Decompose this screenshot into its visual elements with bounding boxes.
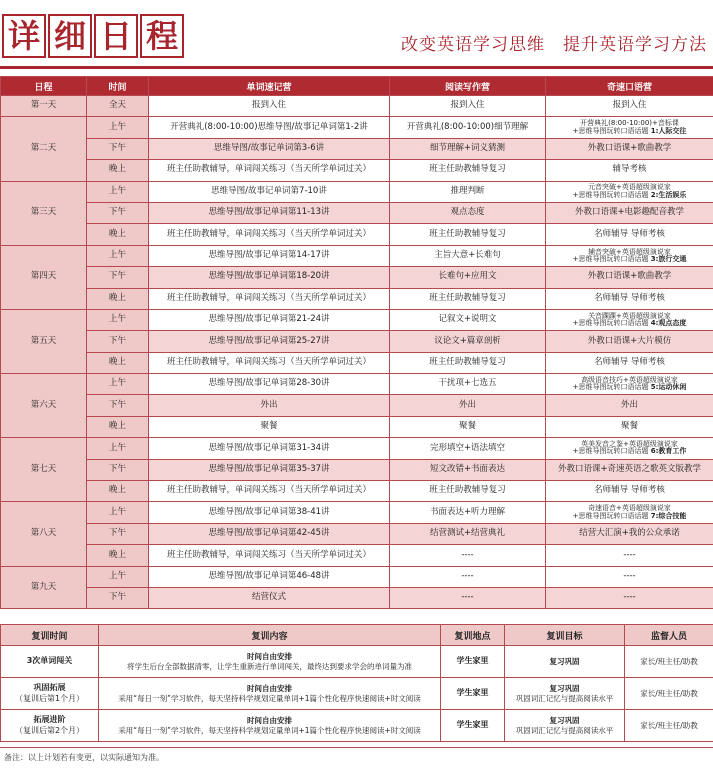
title-char: 细 — [48, 14, 92, 58]
table-row — [1, 160, 713, 181]
time-cell: 晚上 — [87, 481, 149, 502]
review-content-text: 采用“每日一刻”学习软件，每天坚持科学规划定量单词+1篇个性化程序快速阅读+时文阅读 — [118, 725, 421, 735]
words-cell: 开营典礼(8:00-10:00)思维导图/故事记单词第1-2讲 — [149, 117, 390, 138]
oral-cell: 名师辅导 导师考核 — [546, 288, 713, 309]
table-row — [1, 267, 713, 288]
words-cell: 思维导图/故事记单词第3-6讲 — [149, 138, 390, 159]
words-cell: 思维导图/故事记单词第46-48讲 — [149, 566, 390, 587]
table-row — [1, 374, 713, 395]
oral-cell — [546, 245, 713, 266]
time-cell: 上午 — [87, 245, 149, 266]
header-cell: 复训时间 — [1, 625, 99, 646]
review-place-cell: 学生家里 — [441, 646, 505, 678]
reading-cell: 记叙文+说明文 — [390, 309, 546, 330]
words-cell: 思维导图/故事记单词第28-30讲 — [149, 374, 390, 395]
reading-cell: 议论文+篇章剖析 — [390, 331, 546, 352]
day-cell: 第四天 — [1, 245, 87, 309]
reading-cell: 书面表达+听力理解 — [390, 502, 546, 523]
table-row — [1, 646, 713, 678]
reading-cell: 完形填空+语法填空 — [390, 438, 546, 459]
header-cell: 单词速记营 — [149, 77, 390, 96]
table-row — [1, 96, 713, 117]
time-cell: 下午 — [87, 331, 149, 352]
oral-cell: 辅导考核 — [546, 160, 713, 181]
review-supervisor-cell: 家长/班主任/助教 — [625, 710, 713, 742]
header-cell: 复训地点 — [441, 625, 505, 646]
review-time-cell — [1, 646, 99, 678]
time-cell: 晚上 — [87, 224, 149, 245]
review-place-cell: 学生家里 — [441, 678, 505, 710]
oral-topic: 3:旅行交通 — [650, 254, 687, 263]
table-row — [1, 587, 713, 608]
words-cell: 思维导图/故事记单词第42-45讲 — [149, 523, 390, 544]
reading-cell: ---- — [390, 566, 546, 587]
reading-cell: 细节理解+词义猜测 — [390, 138, 546, 159]
oral-topic: 1:人际交往 — [650, 126, 687, 135]
header-cell: 监督人员 — [625, 625, 713, 646]
review-content-title: 时间自由安排 — [247, 683, 292, 693]
header-cell: 阅读写作营 — [390, 77, 546, 96]
reading-cell: 班主任助教辅导复习 — [390, 288, 546, 309]
time-cell: 上午 — [87, 181, 149, 202]
time-cell: 下午 — [87, 202, 149, 223]
oral-cell: 外教口语课+大片模仿 — [546, 331, 713, 352]
oral-cell: 外教口语课+歌曲教学 — [546, 267, 713, 288]
day-cell: 第五天 — [1, 309, 87, 373]
table-row — [1, 309, 713, 330]
oral-line: +思维导图玩转口语话题 — [572, 383, 649, 392]
review-goal-cell — [505, 646, 625, 678]
reading-cell: ---- — [390, 587, 546, 608]
oral-line: 高级语音技巧+英语超级演说家 — [581, 375, 678, 384]
review-content-title: 时间自由安排 — [247, 715, 292, 725]
table-row — [1, 566, 713, 587]
reading-cell: 短文改错+书面表达 — [390, 459, 546, 480]
header-cell: 日程 — [1, 77, 87, 96]
time-cell: 晚上 — [87, 352, 149, 373]
header-cell: 复训内容 — [99, 625, 441, 646]
words-cell: 聚餐 — [149, 416, 390, 437]
reading-cell: 班主任助教辅导复习 — [390, 160, 546, 181]
table-row — [1, 245, 713, 266]
words-cell: 班主任助教辅导，单词闯关练习（当天所学单词过关） — [149, 224, 390, 245]
oral-topic: 6:教育工作 — [650, 447, 687, 456]
review-time-cell — [1, 678, 99, 710]
review-goal-cell — [505, 710, 625, 742]
reading-cell: 长难句+应用文 — [390, 267, 546, 288]
oral-line: +思维导图玩转口语话题 — [572, 190, 649, 199]
oral-topic: 4:观点态度 — [650, 319, 687, 328]
review-goal-cell — [505, 678, 625, 710]
words-cell: 班主任助教辅导，单词闯关练习（当天所学单词过关） — [149, 545, 390, 566]
time-cell: 晚上 — [87, 416, 149, 437]
footnote: 备注：以上计划若有变更，以实际通知为准。 — [4, 753, 164, 762]
oral-cell — [546, 309, 713, 330]
table-row — [1, 438, 713, 459]
day-cell: 第九天 — [1, 566, 87, 609]
words-cell: 班主任助教辅导，单词闯关练习（当天所学单词过关） — [149, 288, 390, 309]
review-goal: 复习巩固 — [549, 683, 580, 693]
divider — [0, 747, 713, 748]
review-label: 3次单词闯关 — [26, 656, 73, 666]
oral-line: 英美发音之鉴+英语超级演说家 — [581, 440, 678, 449]
time-cell: 上午 — [87, 117, 149, 138]
reading-cell: 结营测试+结营典礼 — [390, 523, 546, 544]
schedule-table — [0, 76, 713, 609]
oral-line: +思维导图玩转口语话题 — [572, 447, 649, 456]
day-cell: 第二天 — [1, 117, 87, 181]
reading-cell: 观点态度 — [390, 202, 546, 223]
review-content-cell — [99, 710, 441, 742]
time-cell: 下午 — [87, 459, 149, 480]
title-char: 程 — [140, 14, 184, 58]
oral-line: 关音踝踝+英语超级演说家 — [588, 311, 671, 320]
words-cell: 思维导图/故事记单词第35-37讲 — [149, 459, 390, 480]
table-row — [1, 459, 713, 480]
words-cell: 报到入住 — [149, 96, 390, 117]
time-cell: 晚上 — [87, 288, 149, 309]
time-cell: 晚上 — [87, 545, 149, 566]
review-content-cell — [99, 646, 441, 678]
table-row — [1, 331, 713, 352]
table-row — [1, 481, 713, 502]
table-row — [1, 545, 713, 566]
review-content-text: 采用“每日一刻”学习软件，每天坚持科学规划定量单词+1篇个性化程序快速阅读+时文阅读 — [118, 693, 421, 703]
oral-cell: 外教口语课+歌曲教学 — [546, 138, 713, 159]
reading-cell: 外出 — [390, 395, 546, 416]
table-row — [1, 678, 713, 710]
divider — [0, 66, 713, 69]
time-cell: 上午 — [87, 374, 149, 395]
reading-cell: 推理判断 — [390, 181, 546, 202]
review-table — [0, 624, 713, 742]
schedule-header-row — [1, 77, 713, 96]
words-cell: 班主任助教辅导，单词闯关练习（当天所学单词过关） — [149, 481, 390, 502]
oral-cell: 结营大汇演+我的公众承诺 — [546, 523, 713, 544]
page-title — [2, 14, 186, 60]
table-row — [1, 181, 713, 202]
words-cell: 思维导图/故事记单词第31-34讲 — [149, 438, 390, 459]
oral-cell — [546, 117, 713, 138]
review-goal-detail: 巩固词汇记忆与提高阅读水平 — [515, 725, 614, 735]
review-label: 巩固拓展 — [33, 683, 66, 693]
oral-cell: ---- — [546, 545, 713, 566]
oral-cell — [546, 502, 713, 523]
table-row — [1, 117, 713, 138]
words-cell: 班主任助教辅导，单词闯关练习（当天所学单词过关） — [149, 160, 390, 181]
review-supervisor-cell: 家长/班主任/助教 — [625, 678, 713, 710]
reading-cell: 报到入住 — [390, 96, 546, 117]
review-goal: 复习巩固 — [549, 656, 580, 666]
day-cell: 第八天 — [1, 502, 87, 566]
title-char: 详 — [2, 14, 46, 58]
oral-cell: 名师辅导 导师考核 — [546, 224, 713, 245]
oral-cell: 聚餐 — [546, 416, 713, 437]
words-cell: 思维导图/故事记单词第18-20讲 — [149, 267, 390, 288]
review-supervisor-cell: 家长/班主任/助教 — [625, 646, 713, 678]
oral-cell — [546, 374, 713, 395]
table-row — [1, 224, 713, 245]
time-cell: 上午 — [87, 438, 149, 459]
time-cell: 下午 — [87, 587, 149, 608]
title-char: 日 — [94, 14, 138, 58]
table-row — [1, 502, 713, 523]
reading-cell: 干扰项+七选五 — [390, 374, 546, 395]
header-cell: 时间 — [87, 77, 149, 96]
day-cell: 第一天 — [1, 96, 87, 117]
review-sublabel: （复训后第2个月） — [14, 725, 85, 735]
oral-cell — [546, 181, 713, 202]
oral-cell — [546, 438, 713, 459]
time-cell: 下午 — [87, 138, 149, 159]
reading-cell: 班主任助教辅导复习 — [390, 481, 546, 502]
time-cell: 上午 — [87, 566, 149, 587]
oral-cell: 名师辅导 导师考核 — [546, 481, 713, 502]
time-cell: 全天 — [87, 96, 149, 117]
oral-cell: 名师辅导 导师考核 — [546, 352, 713, 373]
time-cell: 下午 — [87, 395, 149, 416]
words-cell: 班主任助教辅导，单词闯关练习（当天所学单词过关） — [149, 352, 390, 373]
oral-cell: 外教口语课+电影趣配音教学 — [546, 202, 713, 223]
table-row — [1, 416, 713, 437]
words-cell: 结营仪式 — [149, 587, 390, 608]
words-cell: 外出 — [149, 395, 390, 416]
table-row — [1, 395, 713, 416]
table-row — [1, 138, 713, 159]
review-content-text: 将学生后台全部数据清零，让学生重新进行单词闯关，最终达到要求学会的单词量为准 — [127, 661, 412, 671]
oral-cell: 外教口语课+奇速英语之歌英文版教学 — [546, 459, 713, 480]
oral-cell: 外出 — [546, 395, 713, 416]
time-cell: 下午 — [87, 523, 149, 544]
words-cell: 思维导图/故事记单词第11-13讲 — [149, 202, 390, 223]
oral-cell: ---- — [546, 587, 713, 608]
slogan: 改变英语学习思维 提升英语学习方法 — [401, 35, 707, 55]
review-time-cell — [1, 710, 99, 742]
table-row — [1, 523, 713, 544]
table-row — [1, 710, 713, 742]
table-row — [1, 352, 713, 373]
review-sublabel: （复训后第1个月） — [14, 693, 85, 703]
day-cell: 第六天 — [1, 374, 87, 438]
oral-line: 元音突破+英语超级演说家 — [588, 183, 671, 192]
table-row — [1, 202, 713, 223]
oral-line: 开营典礼(8:00-10:00)+音标课 — [580, 119, 679, 128]
oral-line: +思维导图玩转口语话题 — [572, 254, 649, 263]
review-content-cell — [99, 678, 441, 710]
oral-cell: 报到入住 — [546, 96, 713, 117]
header-cell: 奇速口语营 — [546, 77, 713, 96]
review-goal-detail: 巩固词汇记忆与提高阅读水平 — [515, 693, 614, 703]
oral-line: +思维导图玩转口语话题 — [572, 511, 649, 520]
reading-cell: 开营典礼(8:00-10:00)细节理解 — [390, 117, 546, 138]
oral-line: 奇速语音+英语超级演说家 — [588, 504, 671, 513]
time-cell: 下午 — [87, 267, 149, 288]
reading-cell: 主旨大意+长难句 — [390, 245, 546, 266]
words-cell: 思维导图/故事记单词第7-10讲 — [149, 181, 390, 202]
review-content-title: 时间自由安排 — [247, 651, 292, 661]
words-cell: 思维导图/故事记单词第25-27讲 — [149, 331, 390, 352]
header-cell: 复训目标 — [505, 625, 625, 646]
review-place-cell: 学生家里 — [441, 710, 505, 742]
review-label: 拓展进阶 — [33, 715, 66, 725]
day-cell: 第七天 — [1, 438, 87, 502]
oral-topic: 5:运动休闲 — [650, 383, 687, 392]
day-cell: 第三天 — [1, 181, 87, 245]
oral-cell: ---- — [546, 566, 713, 587]
reading-cell: 班主任助教辅导复习 — [390, 224, 546, 245]
reading-cell: 聚餐 — [390, 416, 546, 437]
oral-line: +思维导图玩转口语话题 — [572, 319, 649, 328]
oral-topic: 7:综合技能 — [650, 511, 687, 520]
words-cell: 思维导图/故事记单词第38-41讲 — [149, 502, 390, 523]
words-cell: 思维导图/故事记单词第14-17讲 — [149, 245, 390, 266]
time-cell: 上午 — [87, 502, 149, 523]
oral-line: 辅音突破+英语超级演说家 — [588, 247, 671, 256]
table-row — [1, 288, 713, 309]
review-goal: 复习巩固 — [549, 715, 580, 725]
oral-line: +思维导图玩转口语话题 — [572, 126, 649, 135]
time-cell: 上午 — [87, 309, 149, 330]
review-header-row — [1, 625, 713, 646]
words-cell: 思维导图/故事记单词第21-24讲 — [149, 309, 390, 330]
time-cell: 晚上 — [87, 160, 149, 181]
oral-topic: 2:生活娱乐 — [650, 190, 687, 199]
reading-cell: 班主任助教辅导复习 — [390, 352, 546, 373]
reading-cell: ---- — [390, 545, 546, 566]
